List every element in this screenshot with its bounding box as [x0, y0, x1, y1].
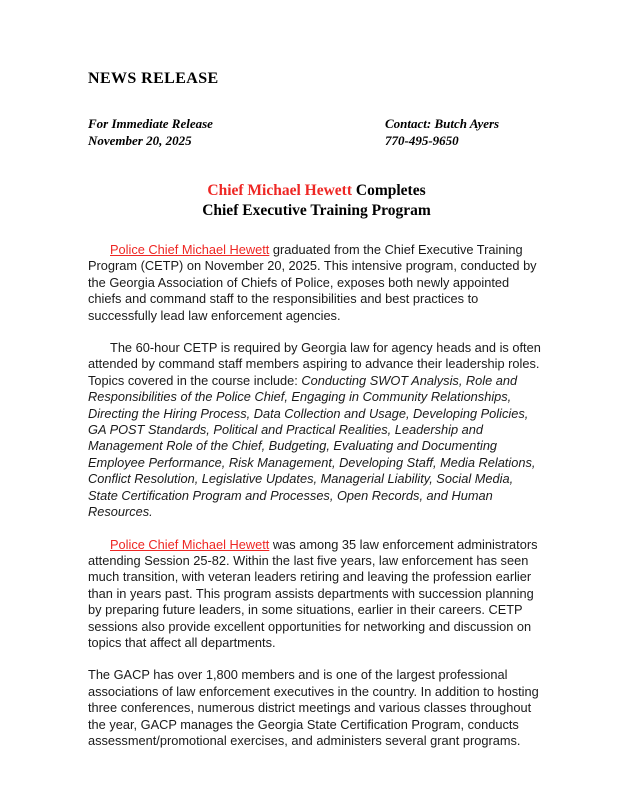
paragraph-intro: [88, 242, 545, 324]
release-info-row: [88, 115, 545, 149]
paragraph-intro-text: graduated from the Chief Executive Training Program (CETP) on November 20, 2025. This intensive program, conducted by the Georgia Association of Chiefs of Police, exposes both newly appointed chiefs and command staff to the responsibilities and best practices to successfully lead law enforcement agencies.: [88, 242, 537, 323]
paragraph-topics: [88, 340, 545, 520]
news-release-heading: NEWS RELEASE: [88, 70, 219, 87]
headline-chief-name: Chief Michael Hewett: [207, 182, 352, 199]
document-body: [88, 242, 545, 749]
release-date: November 20, 2025: [88, 133, 192, 148]
paragraph-topics-list: Conducting SWOT Analysis, Role and Responsibilities of the Police Chief, Engaging in Community Relationships, Directing the Hiring Process, Data Collection and Usage, Developing Policies, GA POST Standards, Political and Practical Realities, Leadership and Management Role of the Chief, Budgeting, Evaluating and Documenting Employee Performance, Risk Management, Developing Staff, Media Relations, Conflict Resolution, Legislative Updates, Managerial Liability, Social Media, State Certification Program and Processes, Open Records, and Human Resources.: [88, 372, 536, 520]
release-type-label: For Immediate Release: [88, 116, 213, 131]
paragraph-gacp: [88, 667, 545, 749]
paragraph-topics-text: The 60-hour CETP is required by Georgia law for agency heads and is often attended by command staff members aspiring to advance their leadership roles. Topics covered in the course include:: [88, 340, 541, 388]
release-info-left: [88, 115, 213, 149]
release-info-right: [385, 115, 545, 149]
chief-name-link-2[interactable]: Police Chief Michael Hewett: [110, 536, 270, 552]
contact-phone: 770-495-9650: [385, 133, 459, 148]
headline-line1: [88, 181, 545, 201]
paragraph-session-text: was among 35 law enforcement administrators attending Session 25-82. Within the last five years, law enforcement has seen much transition, with veteran leaders retiring and leaving the profession earlier than in years past. This program assists departments with succession planning by preparing future leaders, in some situations, earlier in their careers. CETP sessions also provide excellent opportunities for networking and discussion on topics that affect all departments.: [88, 536, 538, 650]
paragraph-session: [88, 537, 545, 652]
paragraph-gacp-text: The GACP has over 1,800 members and is one of the largest professional associations of law enforcement executives in the country. In addition to hosting three conferences, numerous district meetings and various classes throughout the year, GACP manages the Georgia State Certification Program, conducts assessment/promotional exercises, and administers several grant programs.: [88, 667, 539, 748]
headline-line1-rest: Completes: [352, 182, 426, 199]
headline-line2: Chief Executive Training Program: [202, 202, 431, 219]
headline: [88, 181, 545, 221]
chief-name-link[interactable]: Police Chief Michael Hewett: [110, 242, 270, 257]
contact-label: Contact: Butch Ayers: [385, 116, 500, 131]
